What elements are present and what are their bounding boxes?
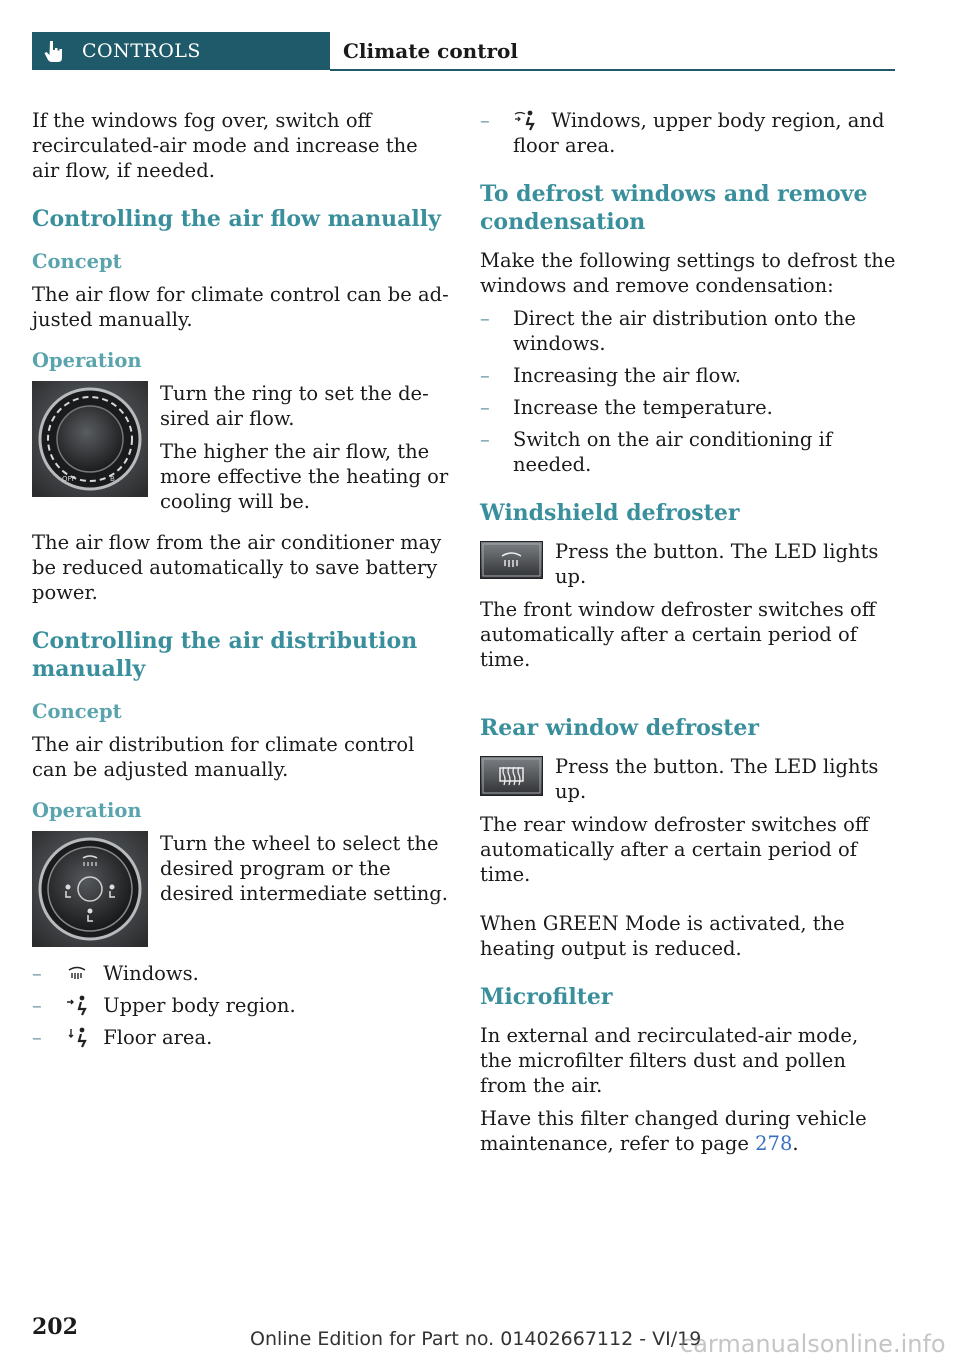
microfilter-text1: In external and recirculated-air mode, the microfilter filters dust and pollen from the air.	[480, 1024, 859, 1097]
list-item	[480, 108, 896, 158]
airflow-concept-text: The air flow for climate control can be adjusted manually.	[32, 283, 449, 331]
hand-pointer-icon	[42, 39, 64, 63]
air-flow-ring-knob-image	[32, 381, 148, 497]
rear-heading: Rear window defroster	[480, 715, 759, 741]
dash-mark: –	[480, 396, 490, 419]
dash-mark: –	[32, 962, 42, 985]
windshield-text1: Press the button. The LED lights up.	[555, 540, 879, 588]
upper-body-vent-icon	[65, 994, 89, 1016]
defrost-heading: To defrost windows and remove condensation	[480, 181, 868, 235]
dash-mark: –	[32, 994, 42, 1017]
green-mode-text: When GREEN Mode is activated, the heating output is reduced.	[480, 912, 845, 960]
defrost-list	[480, 306, 896, 477]
section-tab	[32, 32, 330, 70]
windshield-defroster-button-image	[480, 541, 543, 579]
chapter-title: Climate control	[343, 39, 518, 63]
list-item	[32, 961, 450, 986]
windows-body-floor-icon	[513, 109, 537, 131]
right-column	[480, 108, 896, 1164]
page-header	[32, 32, 895, 72]
airflow-operation-heading: Operation	[32, 349, 142, 372]
knob-label-off: OFF	[62, 475, 76, 483]
airflow-concept-heading: Concept	[32, 250, 122, 273]
header-rule	[330, 69, 895, 71]
list-item-text: Direct the air distribution onto the windows.	[513, 307, 856, 355]
air-distribution-wheel-image	[32, 831, 148, 947]
list-item-text: Windows, upper body region, and floor area.	[513, 109, 885, 157]
list-item	[32, 1025, 450, 1050]
distribution-heading: Controlling the air distribution manually	[32, 628, 418, 682]
microfilter-text2	[480, 1106, 896, 1156]
edition-line: Online Edition for Part no. 01402667112 - VI/19	[250, 1328, 702, 1350]
list-item-text: Switch on the air conditioning if needed.	[513, 428, 833, 476]
distribution-list	[32, 961, 450, 1050]
page-reference-link[interactable]: 278	[755, 1132, 793, 1155]
microfilter-text2-suffix: .	[792, 1132, 799, 1155]
knob-label-b: B	[110, 475, 115, 483]
dash-mark: –	[480, 428, 490, 451]
list-item	[32, 993, 450, 1018]
airflow-operation-text	[160, 381, 450, 522]
distribution-concept-heading: Concept	[32, 700, 122, 723]
windshield-heading: Windshield defroster	[480, 500, 740, 526]
page-number: 202	[32, 1314, 78, 1340]
intro-paragraph: If the windows fog over, switch off recirculated-air mode and increase the air flow, if needed.	[32, 109, 418, 182]
dash-mark: –	[480, 109, 490, 132]
list-item	[480, 427, 896, 477]
list-item-text: Upper body region.	[103, 994, 296, 1017]
rear-block	[480, 754, 896, 895]
airflow-heading: Controlling the air flow manually	[32, 206, 441, 232]
rear-text1: Press the button. The LED lights up.	[555, 755, 879, 803]
list-item	[480, 306, 896, 356]
top-list	[480, 108, 896, 158]
defrost-text: Make the following settings to defrost the windows and remove condensation:	[480, 249, 896, 297]
watermark: carmanualsonline.info	[680, 1330, 946, 1358]
dash-mark: –	[480, 364, 490, 387]
windshield-vent-icon	[65, 962, 89, 984]
windshield-text2: The front window defroster switches off automatically after a certain period of time.	[480, 598, 876, 671]
list-item-text: Windows.	[103, 962, 199, 985]
distribution-operation-heading: Operation	[32, 799, 142, 822]
distribution-operation-text	[160, 831, 450, 947]
airflow-operation-block	[32, 381, 450, 522]
microfilter-text2-prefix: Have this filter changed during vehicle maintenance, refer to page	[480, 1107, 867, 1155]
left-column	[32, 108, 450, 1058]
rear-text2: The rear window defroster switches off automatically after a certain period of time.	[480, 813, 869, 886]
dash-mark: –	[480, 307, 490, 330]
distribution-concept-text: The air distribution for climate control can be adjusted manually.	[32, 733, 415, 781]
airflow-note: The air flow from the air conditioner may be reduced automatically to save battery power.	[32, 531, 442, 604]
list-item-text: Increase the temperature.	[513, 396, 773, 419]
distribution-op-text: Turn the wheel to select the desired program or the desired intermediate setting.	[160, 832, 448, 905]
airflow-op-text1: Turn the ring to set the desired air flow.	[160, 382, 429, 430]
list-item	[480, 363, 896, 388]
floor-vent-icon	[65, 1026, 89, 1048]
list-item-text: Floor area.	[103, 1026, 213, 1049]
windshield-block	[480, 539, 896, 680]
distribution-operation-block	[32, 831, 450, 947]
airflow-op-text2: The higher the air flow, the more effective the heating or cooling will be.	[160, 440, 449, 513]
list-item	[480, 395, 896, 420]
rear-window-defroster-button-image	[480, 756, 543, 796]
section-label: CONTROLS	[82, 40, 201, 62]
dash-mark: –	[32, 1026, 42, 1049]
microfilter-heading: Microfilter	[480, 984, 613, 1010]
list-item-text: Increasing the air flow.	[513, 364, 741, 387]
